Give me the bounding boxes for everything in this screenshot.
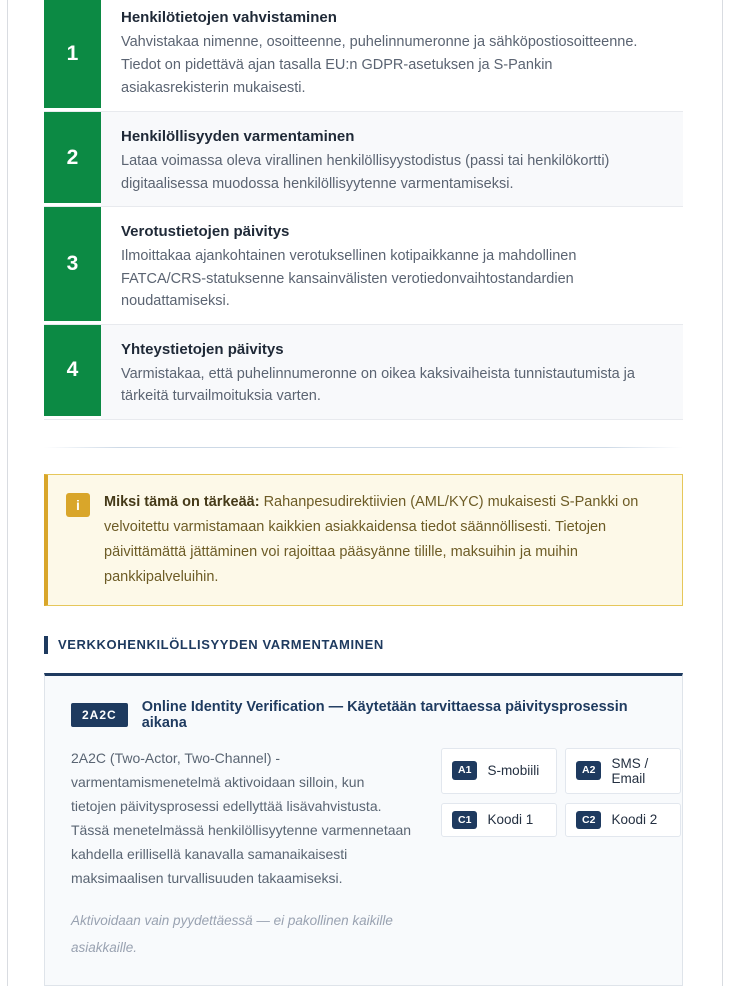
chip-a1 bbox=[441, 748, 557, 794]
card-header bbox=[71, 699, 658, 731]
chip-c1 bbox=[441, 803, 557, 838]
section-header bbox=[44, 636, 683, 654]
chip-c2-label: Koodi 2 bbox=[611, 812, 658, 828]
step-number-badge: 1 bbox=[44, 0, 101, 111]
step-description: Varmistakaa, että puhelinnumeronne on oikea kaksivaiheista tunnistautumista ja tärkeitä turvailmoituksia varten. bbox=[121, 365, 635, 404]
section-accent-bar bbox=[44, 636, 48, 654]
chip-c2-badge: C2 bbox=[576, 811, 601, 830]
section-title: VERKKOHENKILÖLLISYYDEN VARMENTAMINEN bbox=[58, 637, 384, 652]
step-description: Lataa voimassa oleva virallinen henkilöllisyystodistus (passi tai henkilökortti) digitaalisessa muodossa henkilöllisyytenne varmentamiseksi. bbox=[121, 153, 610, 192]
horizontal-divider bbox=[44, 447, 683, 448]
verification-card bbox=[44, 673, 683, 986]
card-body bbox=[71, 746, 658, 890]
chip-a1-label: S-mobiili bbox=[487, 763, 540, 778]
step-row-3 bbox=[44, 206, 683, 324]
infobox-body: Rahanpesudirektiivien (AML/KYC) mukaisesti S-Pankki on velvoitettu varmistamaan kaikkien asiakkaidensa tiedot säännöllisesti. Tietojen päivittämättä jättäminen voi rajoittaa pääsyänne tilille, maksuihin ja muihin pankkipalveluihin. bbox=[104, 493, 639, 585]
info-icon: i bbox=[66, 493, 90, 517]
step-description: Ilmoittakaa ajankohtainen verotuksellinen kotipaikkanne ja mahdollinen FATCA/CRS-statuksenne kansainvälisten verotiedonvaihtostandardien noudattamiseksi. bbox=[121, 248, 577, 309]
document-page bbox=[7, 0, 723, 986]
chip-c1-badge: C1 bbox=[452, 811, 477, 830]
step-number-badge: 2 bbox=[44, 112, 101, 206]
infobox-lead: Miksi tämä on tärkeää: bbox=[104, 493, 260, 510]
chip-a2-badge: A2 bbox=[576, 761, 601, 780]
step-row-2 bbox=[44, 111, 683, 206]
card-title: Online Identity Verification — Käytetään tarvittaessa päivitysprosessin aikana bbox=[141, 698, 628, 731]
step-row-4 bbox=[44, 324, 683, 419]
chip-a1-badge: A1 bbox=[452, 761, 477, 780]
steps-list bbox=[44, 0, 683, 420]
step-row-1 bbox=[44, 0, 683, 111]
step-title: Yhteystietojen päivitys bbox=[121, 340, 284, 358]
step-title: Henkilötietojen vahvistaminen bbox=[121, 9, 337, 26]
card-paragraph: 2A2C (Two-Actor, Two-Channel) - varmentamismenetelmä aktivoidaan silloin, kun tietojen päivitysprosessi edellyttää lisävahvistusta. Tässä menetelmässä henkilöllisyytenne varmennetaan kahdella erillisellä kanavalla samanaikaisesti maksimaalisen turvallisuuden takaamiseksi. bbox=[71, 749, 412, 886]
importance-infobox bbox=[44, 474, 683, 606]
chip-a2 bbox=[565, 748, 681, 794]
card-footnote: Aktivoidaan vain pyydettäessä — ei pakollinen kaikille asiakkaille. bbox=[71, 912, 393, 955]
step-number-badge: 4 bbox=[44, 325, 101, 419]
step-title: Verotustietojen päivitys bbox=[121, 223, 290, 240]
channel-chip-grid bbox=[441, 748, 681, 890]
step-description: Vahvistakaa nimenne, osoitteenne, puhelinnumeronne ja sähköpostiosoitteenne. Tiedot on pidettävä ajan tasalla EU:n GDPR-asetuksen ja S-Pankin asiakasrekisterin mukaisesti. bbox=[121, 34, 638, 96]
chip-a2-label: SMS / Email bbox=[611, 755, 649, 786]
chip-c1-label: Koodi 1 bbox=[487, 812, 534, 828]
step-title: Henkilöllisyyden varmentaminen bbox=[121, 128, 355, 145]
infobox-text bbox=[104, 490, 664, 590]
step-number-badge: 3 bbox=[44, 207, 101, 324]
chip-c2 bbox=[565, 803, 681, 838]
2a2c-badge: 2A2C bbox=[71, 703, 128, 727]
